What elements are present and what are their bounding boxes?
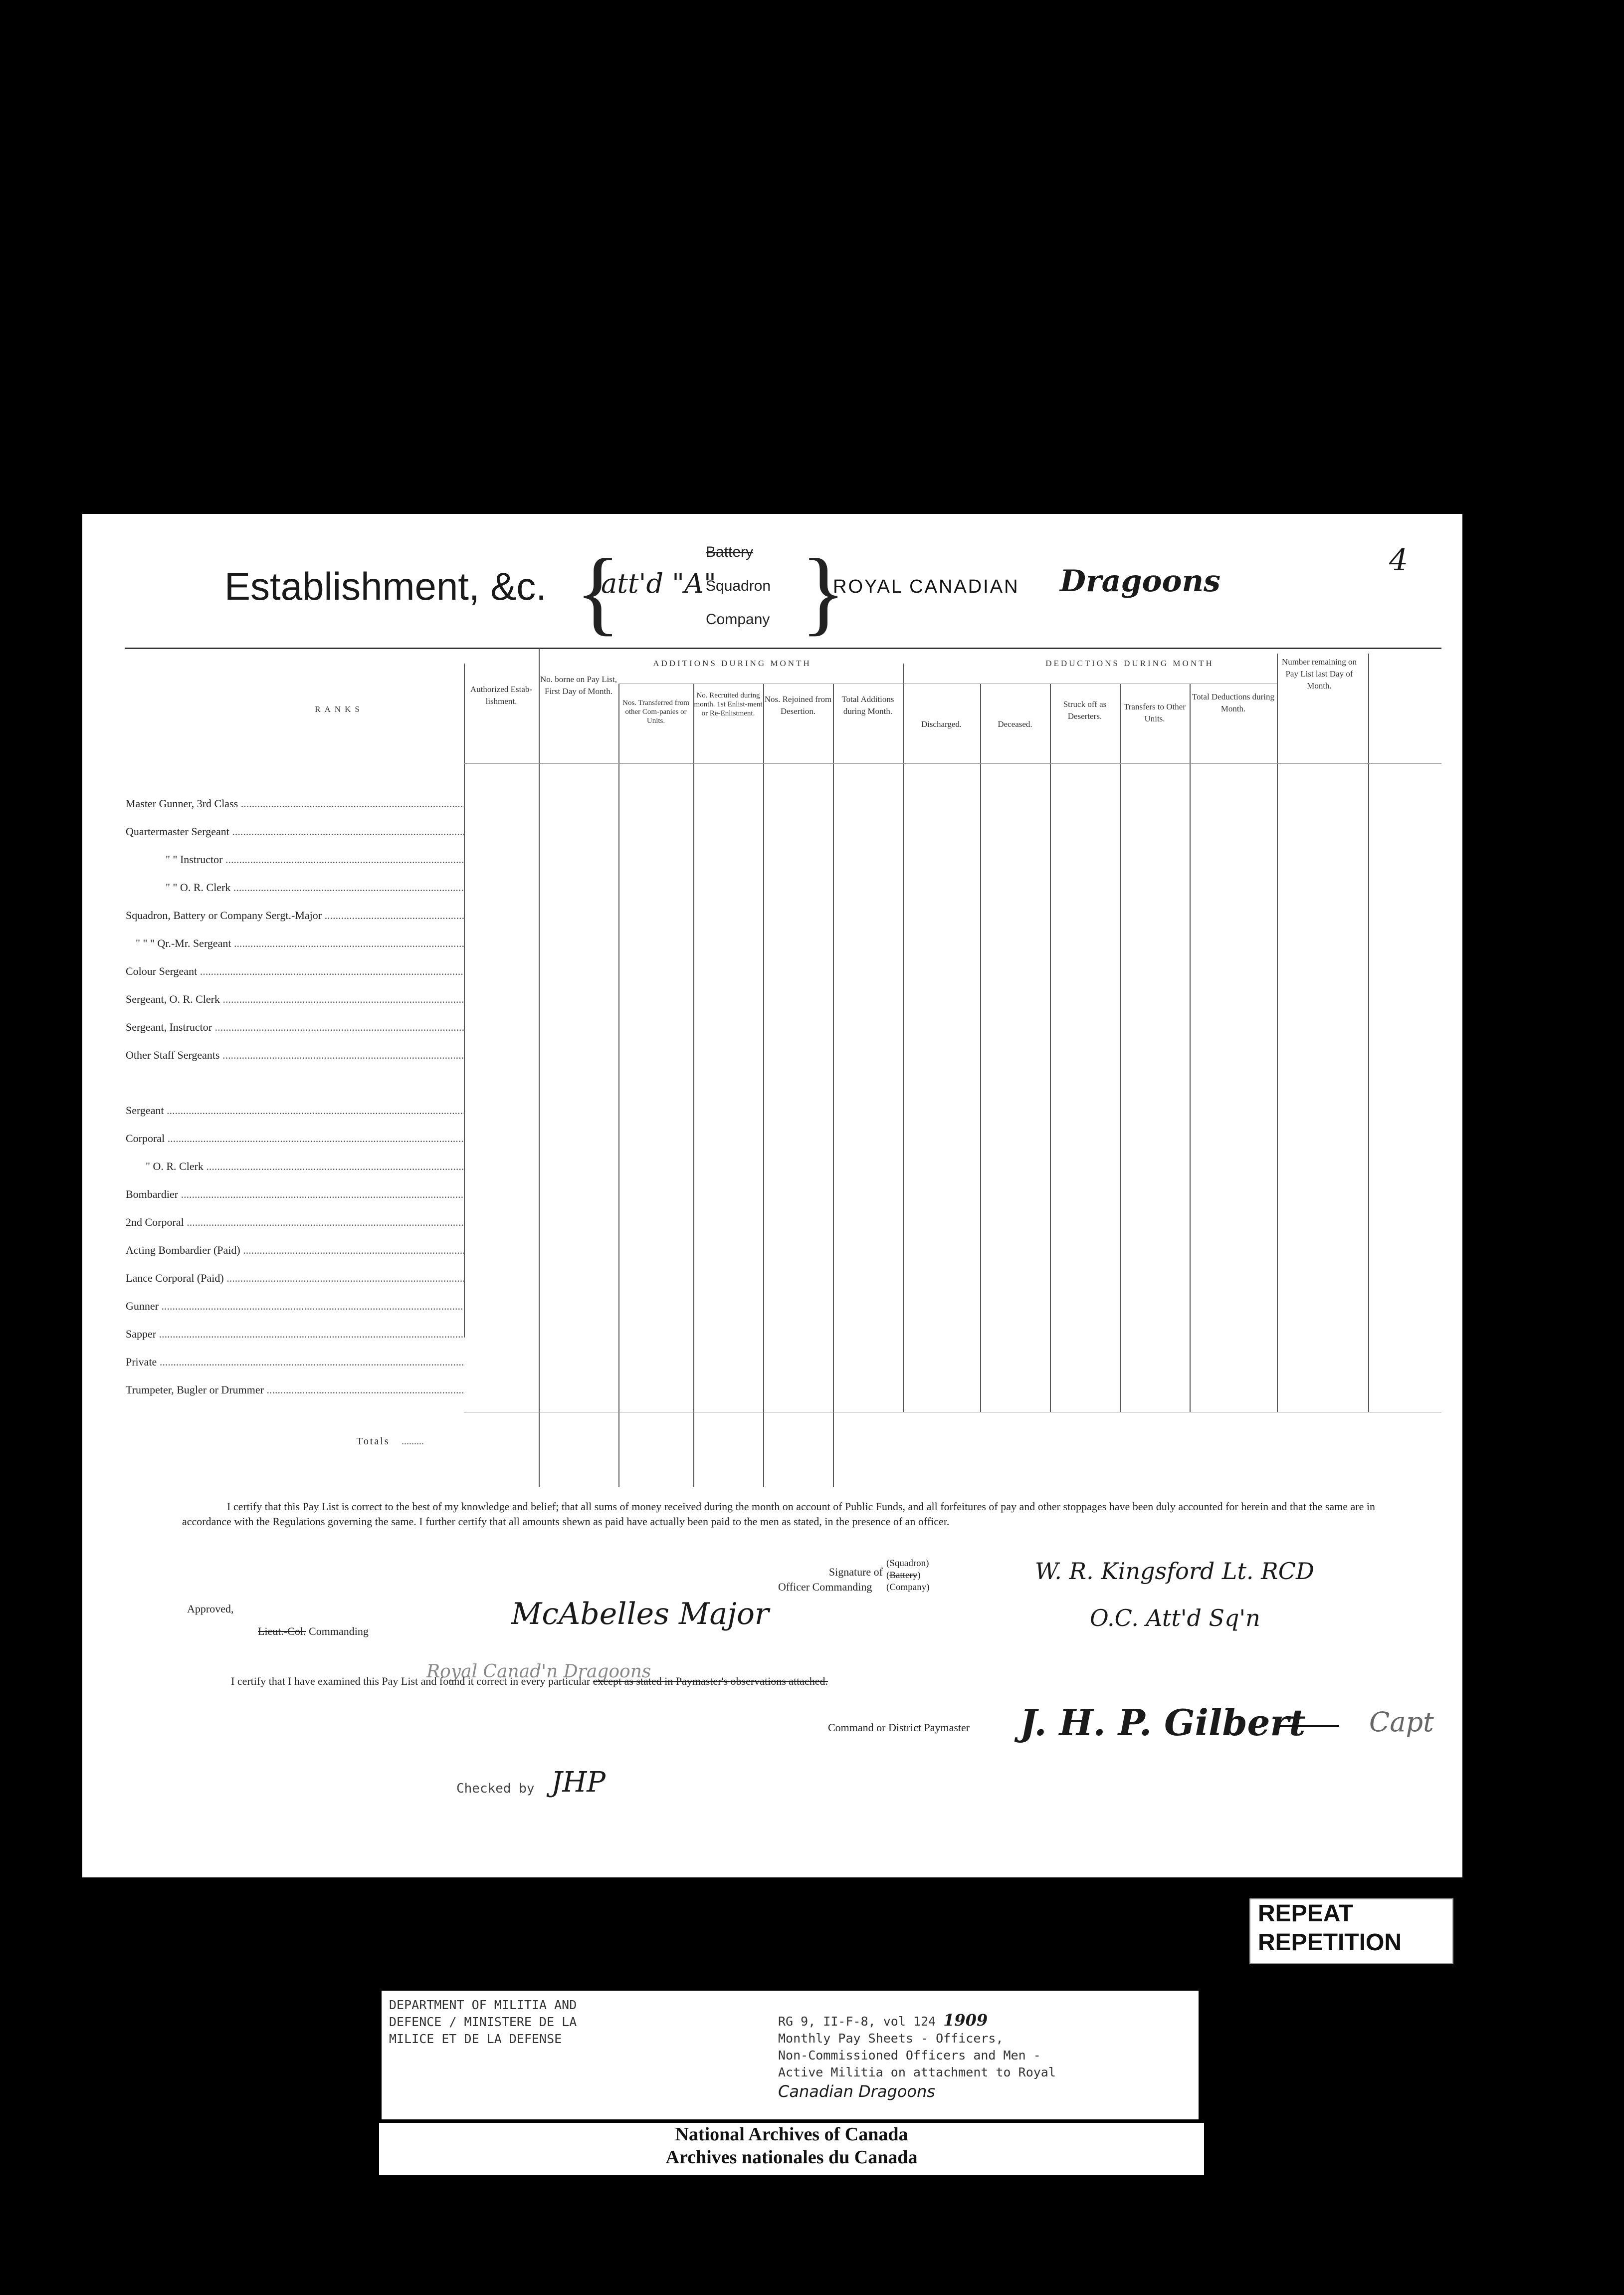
reference-label — [382, 1991, 1199, 2119]
handwritten-unit: Canadian Dragoons — [778, 2082, 935, 2101]
page-mark: 4 — [1389, 543, 1409, 578]
rank-row: Sergeant, O. R. Clerk ..... — [126, 993, 465, 1006]
col-rule — [1277, 654, 1278, 1412]
col-deceased: Deceased. — [998, 719, 1032, 729]
rank-row: " " Instructor ..... — [126, 853, 465, 866]
left-brace: { — [575, 540, 621, 645]
rank-row: Master Gunner, 3rd Class ..... — [126, 797, 465, 810]
rank-row: Trumpeter, Bugler or Drummer ..... — [126, 1383, 465, 1396]
col-transfers: Transfers to Other Units. — [1123, 702, 1186, 723]
form-title: Establishment, &c. — [224, 564, 547, 608]
rank-row: Sergeant ..... — [126, 1104, 465, 1117]
regiment-handwritten: Dragoons — [1060, 564, 1220, 599]
header-bottom-rule — [464, 763, 1441, 764]
col-rule — [1120, 684, 1121, 1412]
oc-signature: W. R. Kingsford Lt. RCD — [1035, 1558, 1314, 1585]
col-transferred: Nos. Transferred from other Com-panies or Units. — [622, 699, 689, 725]
regiment-printed: ROYAL CANADIAN — [833, 576, 1019, 597]
approved-label: Approved, — [187, 1603, 234, 1615]
rank-row: Gunner ..... — [126, 1300, 465, 1313]
paymaster-rank: Capt — [1369, 1706, 1434, 1738]
additions-group-header: ADDITIONS DURING MONTH — [653, 659, 812, 668]
unit-option-company: Company — [706, 611, 770, 628]
archives-label — [379, 2123, 1204, 2175]
commanding-signature: McAbelles Major — [511, 1597, 769, 1631]
col-struck-off: Struck off as Deserters. — [1063, 699, 1107, 721]
rank-row: Corporal ..... — [126, 1132, 465, 1145]
unit-option-battery: Battery — [706, 544, 754, 560]
rank-row: Sapper ..... — [126, 1328, 465, 1341]
col-total-deductions: Total Deductions during Month. — [1192, 692, 1274, 713]
commanding-label: Lieut.-Col. Commanding — [258, 1625, 369, 1637]
col-rule — [539, 649, 540, 1487]
right-brace: } — [801, 540, 846, 645]
stamp-line-1: REPEAT — [1258, 1900, 1354, 1927]
col-recruited: No. Recruited during month. 1st Enlist-ment or Re-Enlistment. — [694, 691, 763, 717]
col-rule — [1368, 654, 1369, 1412]
col-remaining: Number remaining on Pay List last Day of Month. — [1281, 657, 1357, 690]
deductions-group-header: DEDUCTIONS DURING MONTH — [1045, 659, 1214, 668]
rank-row: Other Staff Sergeants ..... — [126, 1049, 465, 1062]
col-rule — [763, 684, 764, 1487]
col-rule — [1050, 684, 1051, 1412]
checked-initials: JHP — [551, 1766, 606, 1799]
examination-certificate: I certify that I have examined this Pay List and found it correct in every particular except as stated in Paymaster's observations attached. — [231, 1675, 828, 1687]
totals-label: Totals — [357, 1436, 390, 1447]
col-rule — [618, 684, 619, 1487]
rank-row: " " " Qr.-Mr. Sergeant ..... — [126, 937, 465, 950]
oc-unit-options: (Squadron) (Battery) (Company) — [886, 1558, 930, 1593]
signature-of-label: Signature of — [828, 1566, 883, 1578]
totals-leader: ......... — [402, 1436, 424, 1447]
paymaster-signature: J. H. P. Gilbert — [1020, 1701, 1306, 1744]
record-year: 1909 — [943, 2011, 988, 2030]
col-rule — [903, 664, 904, 1412]
department-label: DEPARTMENT OF MILITIA AND DEFENCE / MINISTERE DE LA MILICE ET DE LA DEFENSE — [389, 1998, 577, 2046]
paymaster-dash — [1279, 1725, 1339, 1727]
col-ranks: RANKS — [315, 704, 364, 714]
record-group-label: RG 9, II-F-8, vol 124 1909 Monthly Pay Sheets - Officers, Non-Commissioned Officers and Men - Active Militia on attachment to Royal Canadian Dragoons — [778, 2011, 1056, 2101]
col-authorized: Authorized Estab-lishment. — [470, 685, 533, 706]
rank-row: Quartermaster Sergeant ..... — [126, 825, 465, 838]
header-rule — [125, 648, 1441, 649]
col-total-additions: Total Additions during Month. — [841, 694, 894, 716]
rank-row: Acting Bombardier (Paid) ..... — [126, 1244, 465, 1257]
archives-en: National Archives of Canada — [675, 2124, 908, 2145]
unit-option-squadron: Squadron — [706, 578, 771, 594]
stamp-line-2: REPETITION — [1258, 1929, 1402, 1956]
oc-title: O.C. Att'd Sq'n — [1090, 1605, 1260, 1631]
col-no-borne: No. borne on Pay List, First Day of Month. — [540, 675, 617, 696]
unit-handwritten: att'd "A" — [601, 568, 716, 599]
repeat-stamp — [1249, 1898, 1453, 1964]
col-rule — [693, 684, 694, 1487]
rank-row: Lance Corporal (Paid) ..... — [126, 1272, 465, 1285]
rank-row: Sergeant, Instructor ..... — [126, 1021, 465, 1034]
rank-row: Private ..... — [126, 1356, 465, 1369]
officer-commanding-label: Officer Commanding — [778, 1581, 872, 1593]
col-discharged: Discharged. — [921, 719, 962, 729]
rank-row: Squadron, Battery or Company Sergt.-Major ..... — [126, 909, 465, 922]
pay-sheet — [82, 514, 1462, 1877]
checked-by-stamp: Checked by — [456, 1781, 535, 1796]
rank-row: " " O. R. Clerk ..... — [126, 881, 465, 894]
paymaster-label: Command or District Paymaster — [828, 1721, 970, 1734]
col-rejoined: Nos. Rejoined from Desertion. — [764, 694, 832, 716]
archives-fr: Archives nationales du Canada — [665, 2147, 918, 2168]
rank-row: 2nd Corporal ..... — [126, 1216, 465, 1229]
col-rule — [1190, 684, 1191, 1412]
col-rule — [980, 684, 981, 1412]
rank-row: " O. R. Clerk ..... — [126, 1160, 465, 1173]
col-rule — [833, 684, 834, 1487]
certification-paragraph: I certify that this Pay List is correct to the best of my knowledge and belief; that all sums of money received during the month on account of Public Funds, and all forfeitures of pay and other stoppages have been duly accounted for herein and that the same are in accordance with the Regulations governing the same. I further certify that all amounts shewn as paid have actually been paid to the men as stated, in the presence of an officer. — [182, 1500, 1375, 1528]
commanding-signature-note: Royal Canad'n Dragoons — [426, 1661, 651, 1682]
rank-row: Bombardier ..... — [126, 1188, 465, 1201]
rank-row: Colour Sergeant ..... — [126, 965, 465, 978]
